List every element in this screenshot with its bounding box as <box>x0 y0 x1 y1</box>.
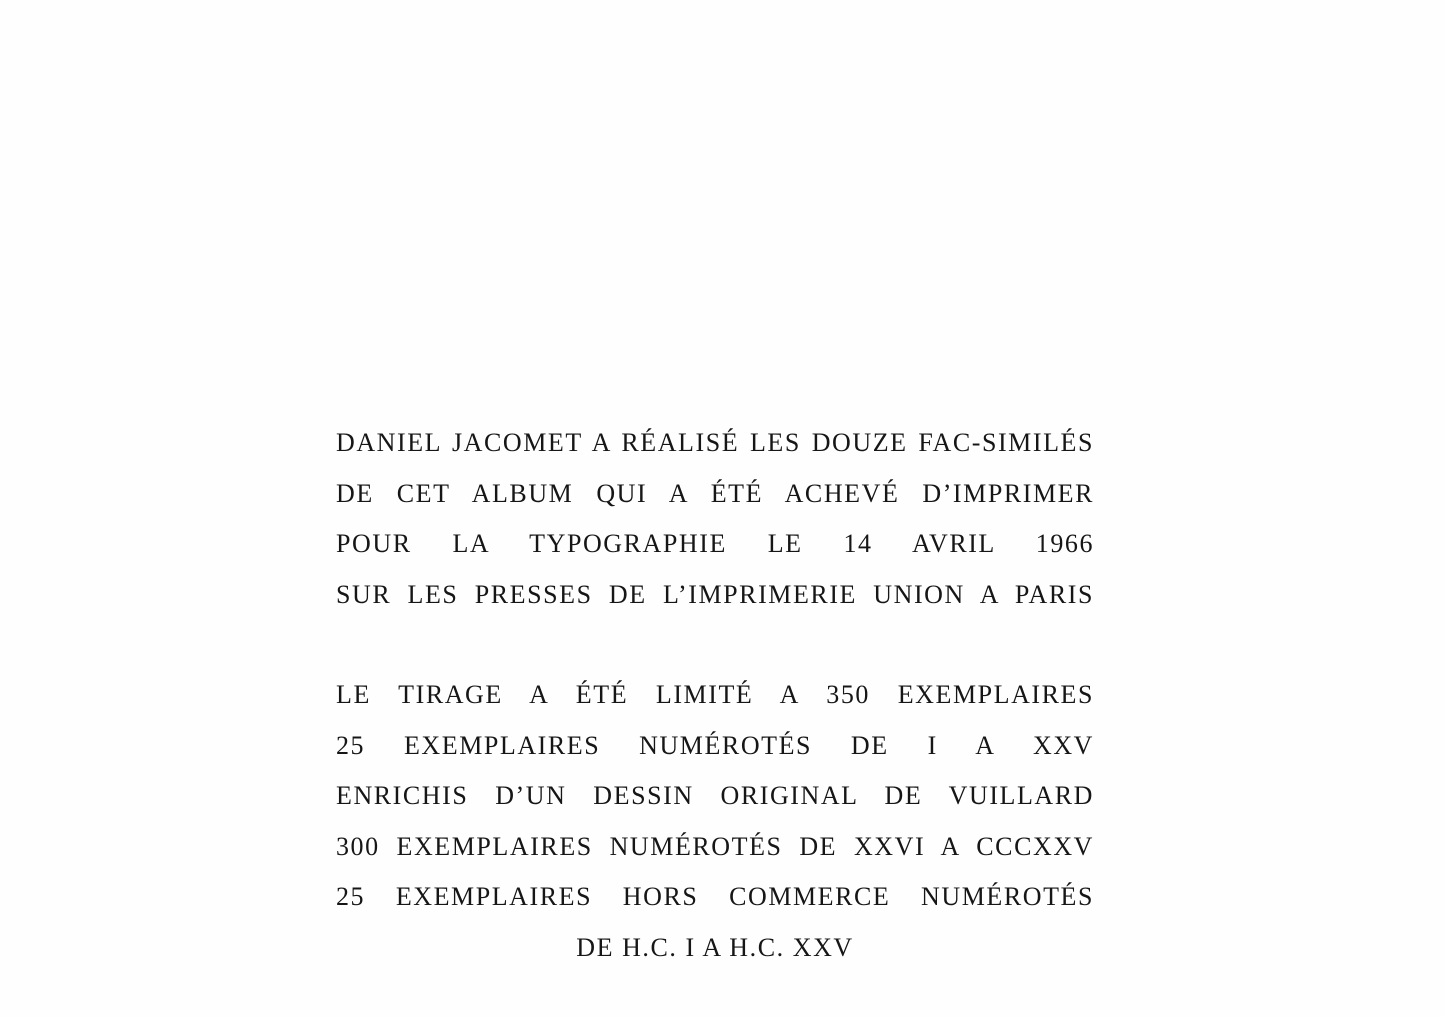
paragraph-spacer <box>336 620 1094 670</box>
colophon-line: DANIEL JACOMET A RÉALISÉ LES DOUZE FAC-SIMILÉS <box>336 428 1094 457</box>
colophon-line: ENRICHIS D’UN DESSIN ORIGINAL DE VUILLARD <box>336 781 1094 810</box>
colophon-line: DE CET ALBUM QUI A ÉTÉ ACHEVÉ D’IMPRIMER <box>336 478 1094 508</box>
colophon-line: POUR LA TYPOGRAPHIE LE 14 AVRIL 1966 <box>336 529 1094 558</box>
colophon-paragraph-printing <box>336 418 1094 620</box>
colophon-line: LE TIRAGE A ÉTÉ LIMITÉ A 350 EXEMPLAIRES <box>336 680 1094 709</box>
colophon-line: 300 EXEMPLAIRES NUMÉROTÉS DE XXVI A CCCXXV <box>336 831 1094 861</box>
colophon-paragraph-edition <box>336 670 1094 973</box>
colophon-line: SUR LES PRESSES DE L’IMPRIMERIE UNION A PARIS <box>336 579 1094 609</box>
colophon-line: 25 EXEMPLAIRES NUMÉROTÉS DE I A XXV <box>336 730 1094 760</box>
colophon-line: 25 EXEMPLAIRES HORS COMMERCE NUMÉROTÉS <box>336 882 1094 911</box>
colophon-line-final: DE H.C. I A H.C. XXV <box>576 932 854 962</box>
colophon-text <box>336 418 1094 973</box>
